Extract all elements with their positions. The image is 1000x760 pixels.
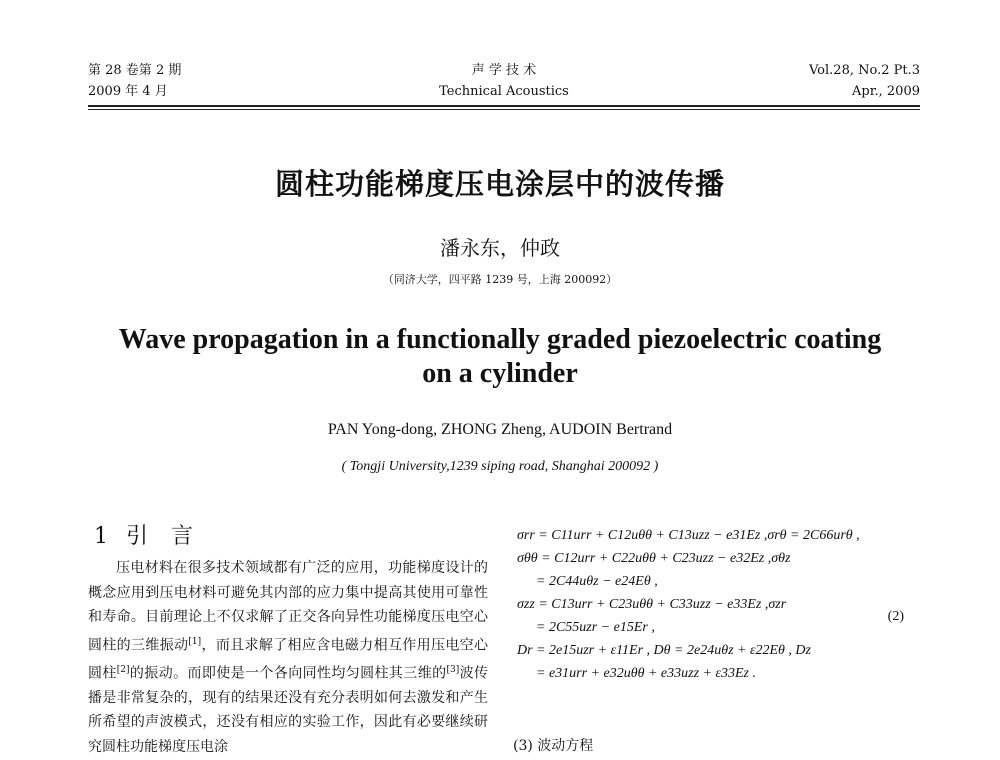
volume-issue: 第 28 卷第 2 期 <box>88 63 182 78</box>
equation-number: (2) <box>887 609 904 624</box>
equation-line: σzz = C13urr + C23uθθ + C33uzz − e33Ez ,σzr <box>517 597 787 612</box>
equation-line: σrr = C11urr + C12uθθ + C13uzz − e31Ez ,σrθ = 2C66urθ , <box>517 528 860 543</box>
intro-paragraph <box>88 556 488 759</box>
paper-title-en <box>0 323 1000 391</box>
constitutive-equations <box>517 524 917 685</box>
header-right <box>809 60 920 102</box>
paper-title-cn: 圆柱功能梯度压电涂层中的波传播 <box>274 167 725 201</box>
affiliation-en: ( Tongji University,1239 siping road, Shanghai 200092 ) <box>341 459 659 474</box>
header-rule-thin <box>88 109 920 110</box>
issue-date-en: Apr., 2009 <box>852 84 920 99</box>
para-line: 如何去激发和产生所希望的声波模式，还没有相应的 <box>88 689 489 731</box>
journal-name-en: Technical Acoustics <box>439 84 569 99</box>
para-line: 压电材料在很多技术领域都有广泛的应用，功能 <box>116 560 417 576</box>
equation-line: = 2C55uzr − e15Er , <box>536 620 655 635</box>
para-line: 波传播是非常复杂的，现有的结果还没有充分表明 <box>88 665 489 706</box>
authors-cn: 潘永东，仲政 <box>440 236 560 260</box>
para-line: 的振动。而即使是一个各向同性均匀圆柱其三维的 <box>129 665 447 682</box>
subsection-heading: (3) 波动方程 <box>513 738 594 754</box>
para-line: ，而且求解了相应含电磁力相互作用压电空心圆柱 <box>88 637 489 682</box>
journal-name-cn: 声 学 技 术 <box>471 63 537 78</box>
section-heading <box>94 519 211 550</box>
citation-ref: [2] <box>116 664 130 675</box>
equation-line: σθθ = C12urr + C22uθθ + C23uzz − e32Ez ,σθz <box>517 551 791 566</box>
paper-title-en-line2: on a cylinder <box>422 358 578 389</box>
volume-issue-en: Vol.28, No.2 Pt.3 <box>808 63 920 78</box>
authors-en: PAN Yong-dong, ZHONG Zheng, AUDOIN Bertrand <box>327 421 673 438</box>
para-line: 集中提高其使用可靠性和寿命。目前理论上不仅求解 <box>88 584 489 625</box>
journal-header <box>88 60 920 108</box>
section-number: 1 <box>94 524 116 549</box>
paper-title-en-line1: Wave propagation in a functionally graded piezoelectric coating <box>118 324 882 355</box>
issue-date-cn: 2009 年 4 月 <box>88 84 168 99</box>
equation-line: Dr = 2e15uzr + ε11Er , Dθ = 2e24uθz + ε22Eθ , Dz <box>517 643 811 658</box>
header-rule-thick <box>88 105 920 107</box>
para-line: 实验工作，因此有必要继续研究圆柱功能梯度压电涂 <box>88 714 489 755</box>
equation-line: = 2C44uθz − e24Eθ , <box>536 574 658 589</box>
para-line: 了正交各向异性功能梯度压电空心圆柱的三维振动 <box>88 609 489 654</box>
equation-line: = e31urr + e32uθθ + e33uzz + ε33Ez . <box>536 666 756 681</box>
affiliation-cn: （同济大学，四平路 1239 号，上海 200092） <box>382 273 618 286</box>
para-line: 梯度设计的概念应用到压电材料可避免其内部的应力 <box>88 560 488 601</box>
citation-ref: [3] <box>446 664 460 675</box>
header-center <box>88 60 920 102</box>
citation-ref: [1] <box>188 636 202 647</box>
section-title: 引 言 <box>126 524 201 549</box>
